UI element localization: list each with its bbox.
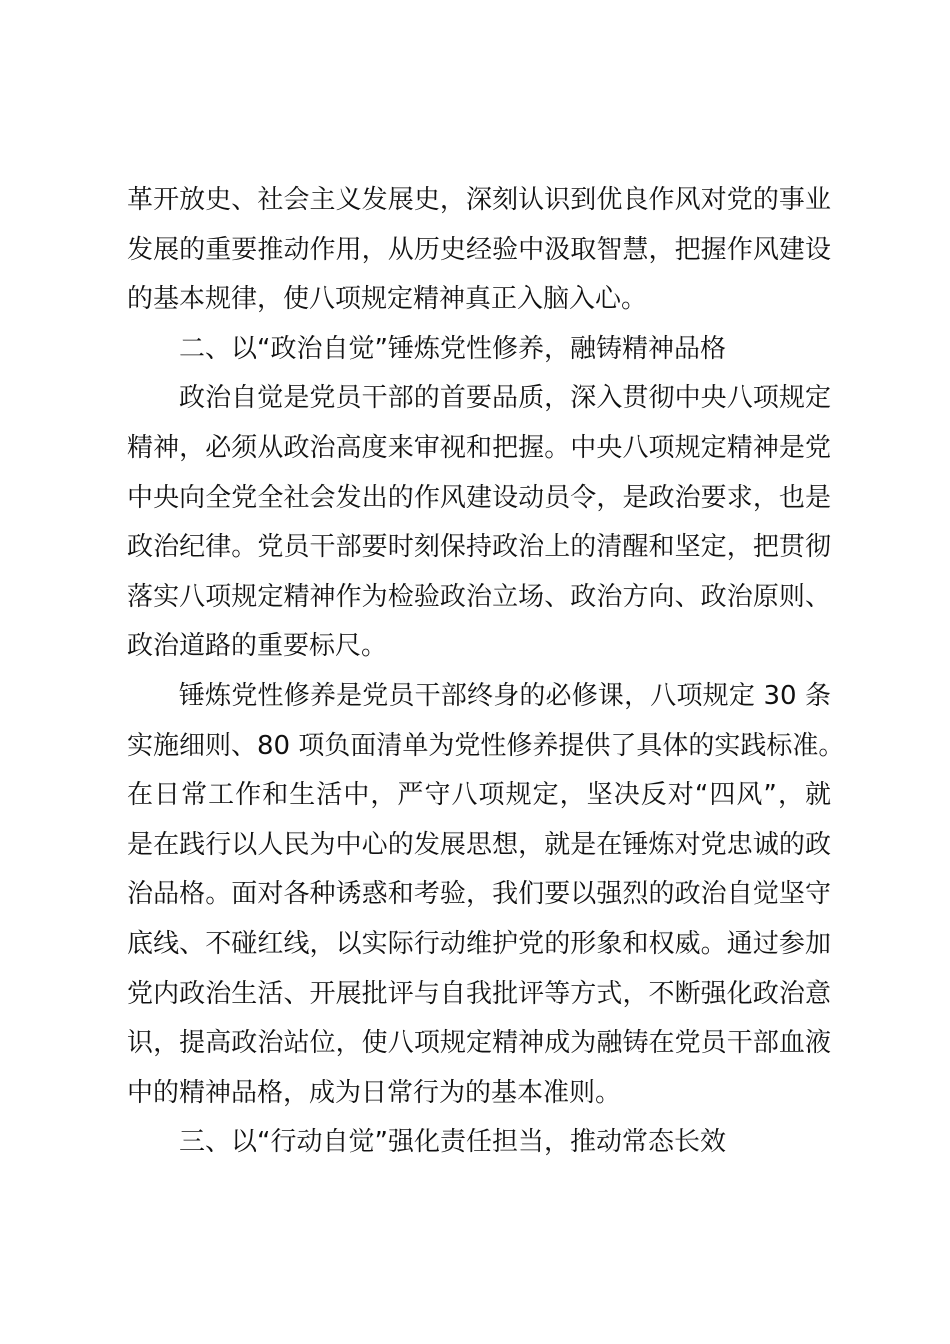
text-line: 锤炼党性修养是党员干部终身的必修课，八项规定 30 条: [179, 680, 831, 711]
text-line: 实施细则、80 项负面清单为党性修养提供了具体的实践标准。: [127, 730, 845, 761]
text-line: 发展的重要推动作用，从历史经验中汲取智慧，把握作风建设: [127, 234, 831, 265]
text-line: 中的精神品格，成为日常行为的基本准则。: [127, 1077, 622, 1108]
text-line: 党内政治生活、开展批评与自我批评等方式，不断强化政治意: [127, 978, 831, 1009]
section-heading-3: 三、以“行动自觉”强化责任担当，推动常态长效: [179, 1127, 726, 1158]
document-page: [127, 176, 845, 1168]
text-line: 在日常工作和生活中，严守八项规定，坚决反对“四风”，就: [127, 780, 831, 811]
text-line: 政治道路的重要标尺。: [127, 631, 388, 662]
text-line: 政治纪律。党员干部要时刻保持政治上的清醒和坚定，把贯彻: [127, 532, 831, 563]
text-line: 精神，必须从政治高度来审视和把握。中央八项规定精神是党: [127, 432, 831, 463]
text-line: 识，提高政治站位，使八项规定精神成为融铸在党员干部血液: [127, 1028, 831, 1059]
text-line: 治品格。面对各种诱惑和考验，我们要以强烈的政治自觉坚守: [127, 879, 831, 910]
paragraph-party-spirit: [127, 672, 845, 1118]
text-line: 政治自觉是党员干部的首要品质，深入贯彻中央八项规定: [179, 383, 831, 414]
text-line: 革开放史、社会主义发展史，深刻认识到优良作风对党的事业: [127, 185, 831, 215]
paragraph-continuation: [127, 176, 831, 325]
text-line: 的基本规律，使八项规定精神真正入脑入心。: [127, 284, 648, 315]
text-line: 底线、不碰红线，以实际行动维护党的形象和权威。通过参加: [127, 928, 831, 959]
text-line: 中央向全党全社会发出的作风建设动员令，是政治要求，也是: [127, 482, 831, 513]
text-line: 落实八项规定精神作为检验政治立场、政治方向、政治原则、: [127, 581, 831, 612]
paragraph-political-consciousness: [127, 374, 831, 672]
text-line: 是在践行以人民为中心的发展思想，就是在锤炼对党忠诚的政: [127, 829, 831, 860]
section-heading-2: 二、以“政治自觉”锤炼党性修养，融铸精神品格: [179, 333, 726, 364]
